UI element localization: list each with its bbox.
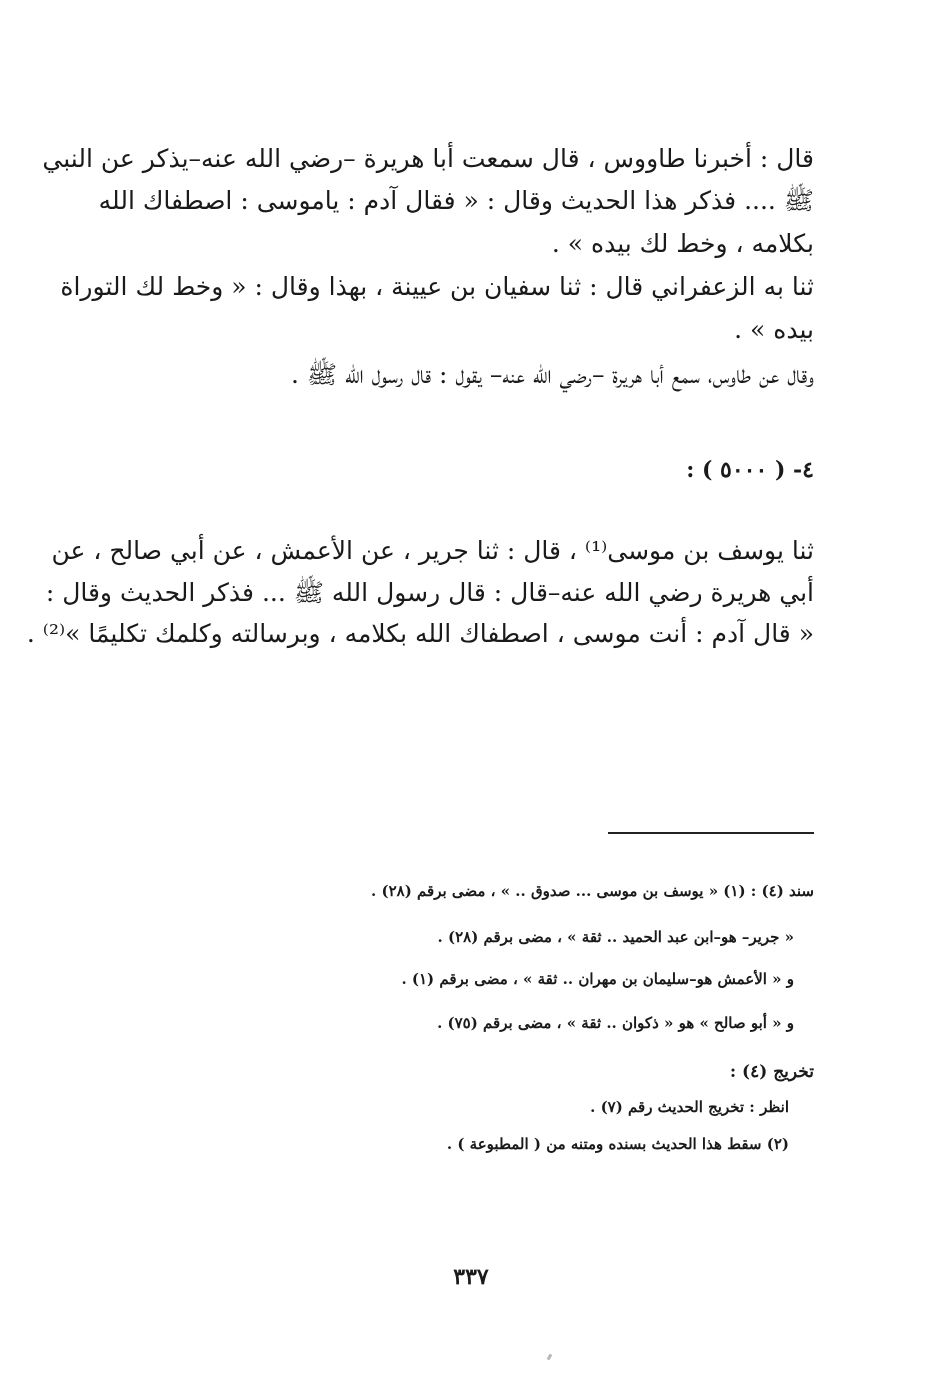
body-p3-line1: وقال عن طاوس، سمع أبا هريرة –رضي الله عنه– يقول : قال رسول الله ﷺ . bbox=[290, 360, 814, 389]
footnote-separator bbox=[608, 832, 814, 834]
page-number: ٣٣٧ bbox=[453, 1264, 489, 1290]
body-p4-line2: أبي هريرة رضي الله عنه–قال : قال رسول الله ﷺ ... فذكر الحديث وقال : bbox=[45, 578, 814, 607]
body-p4-line1: ثنا يوسف بن موسى⁽¹⁾ ، قال : ثنا جرير ، عن الأعمش ، عن أبي صالح ، عن bbox=[51, 536, 814, 565]
footnote-sanad-line1: سند (٤) : (١) « يوسف بن موسى ... صدوق .. » ، مضى برقم (٢٨) . bbox=[371, 882, 814, 900]
body-p1-line3: بكلامه ، وخط لك بيده » . bbox=[551, 229, 814, 258]
body-p2-line2: بيده » . bbox=[734, 315, 814, 344]
body-p1-line2: ﷺ .... فذكر هذا الحديث وقال : « فقال آدم : ياموسى : اصطفاك الله bbox=[98, 186, 814, 215]
body-p4-line3: « قال آدم : أنت موسى ، اصطفاك الله بكلامه ، وبرسالته وكلمك تكليمًا »⁽²⁾ . bbox=[26, 619, 814, 648]
footnote-sanad-line2: « جرير– هو–ابن عبد الحميد .. ثقة » ، مضى برقم (٢٨) . bbox=[437, 928, 794, 946]
scan-speck bbox=[547, 1354, 553, 1361]
section-heading: ٤- ( ٥٠٠٠ ) : bbox=[686, 457, 814, 483]
footnote-takhrij-line2: (٢) سقط هذا الحديث بسنده ومتنه من ( المطبوعة ) . bbox=[446, 1135, 789, 1153]
footnote-takhrij-title: تخريج (٤) : bbox=[729, 1062, 814, 1082]
body-p1-line1: قال : أخبرنا طاووس ، قال سمعت أبا هريرة –رضي الله عنه–يذكر عن النبي bbox=[42, 144, 814, 173]
footnote-takhrij-line1: انظر : تخريج الحديث رقم (٧) . bbox=[590, 1098, 789, 1116]
body-p2-line1: ثنا به الزعفراني قال : ثنا سفيان بن عيينة ، بهذا وقال : « وخط لك التوراة bbox=[60, 272, 814, 301]
footnote-sanad-line3: و « الأعمش هو–سليمان بن مهران .. ثقة » ، مضى برقم (١) . bbox=[401, 970, 794, 988]
footnote-sanad-line4: و « أبو صالح » هو « ذكوان .. ثقة » ، مضى برقم (٧٥) . bbox=[437, 1014, 794, 1032]
